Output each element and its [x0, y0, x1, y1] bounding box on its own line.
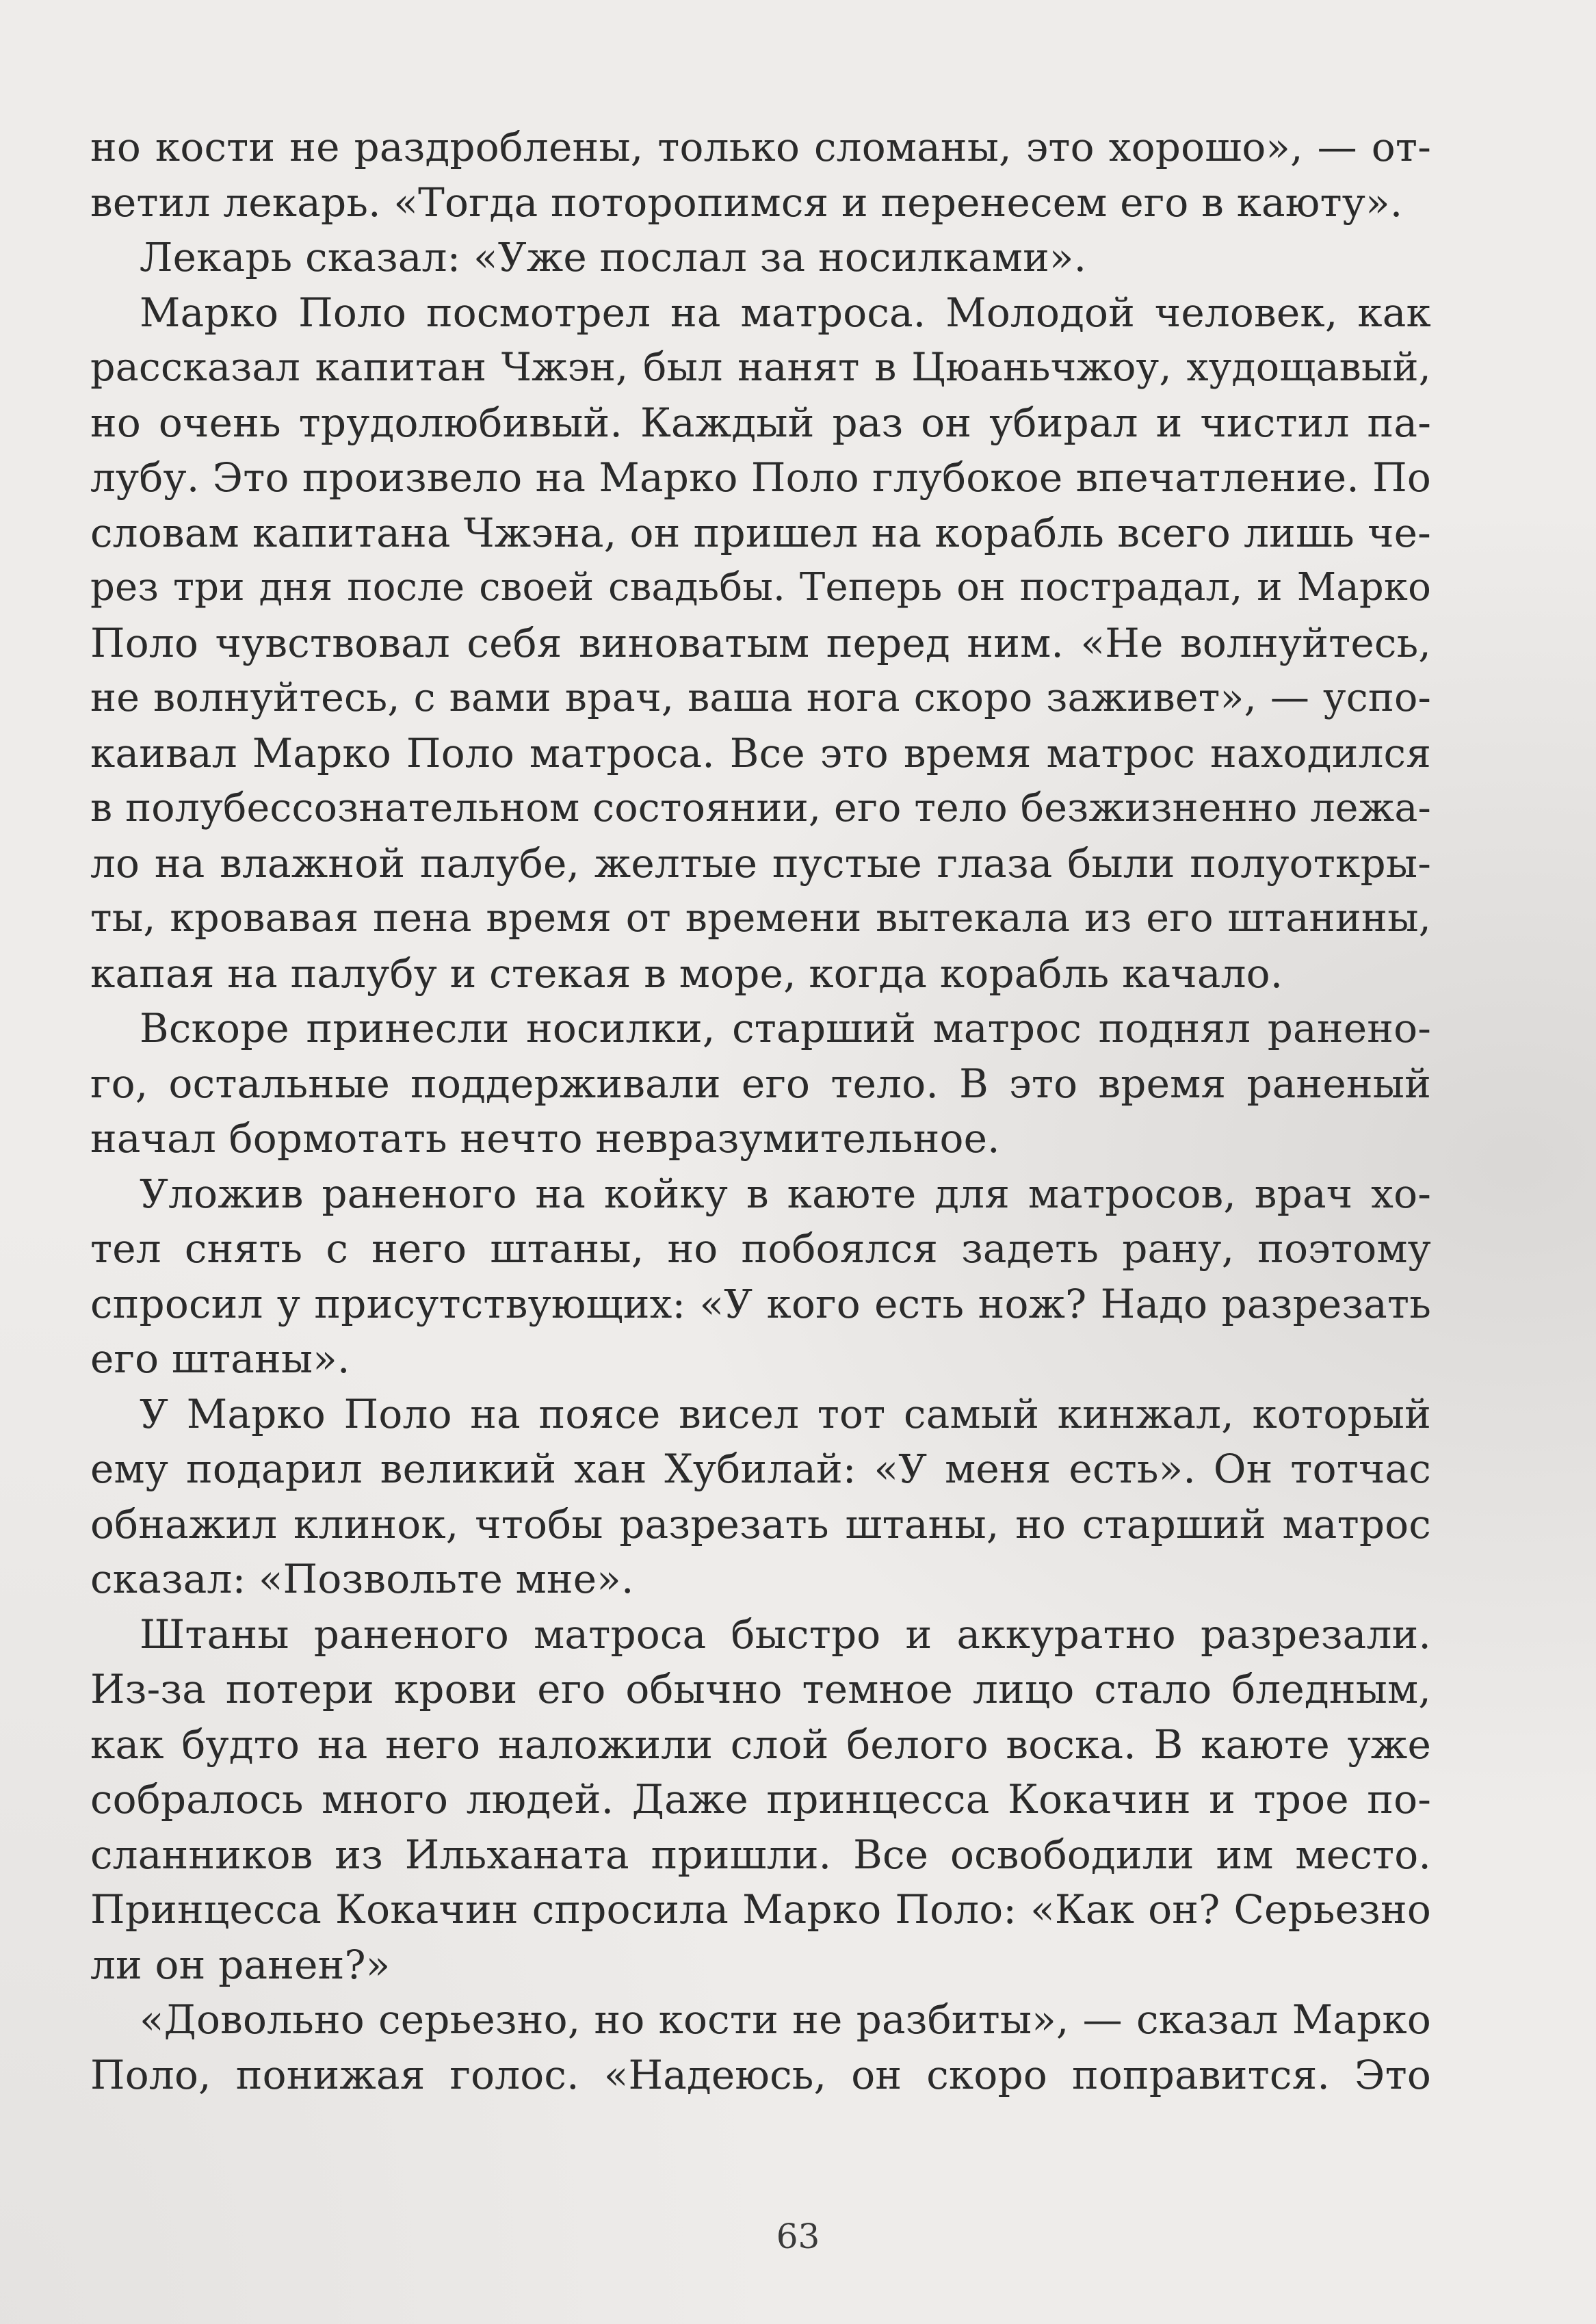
text-line: Штаны раненого матроса быстро и аккуратно разрезали. — [140, 1610, 1431, 1658]
page-number: 63 — [776, 2217, 820, 2256]
text-line: Марко Поло посмотрел на матроса. Молодой человек, как — [140, 289, 1431, 336]
text-line: Поло чувствовал себя виноватым перед ним. «Не волнуйтесь, — [90, 619, 1431, 666]
text-line: тел снять с него штаны, но побоялся задеть рану, поэтому — [90, 1225, 1431, 1272]
text-line: ли он ранен?» — [90, 1941, 391, 1988]
text-line: рассказал капитан Чжэн, был нанят в Цюаньчжоу, худощавый, — [90, 345, 1431, 390]
text-line: ло на влажной палубе, желтые пустые глаза были полуоткры- — [90, 839, 1431, 887]
text-line: его штаны». — [90, 1335, 350, 1382]
text-line: Из-за потери крови его обычно темное лицо стало бледным, — [90, 1666, 1431, 1712]
body-text — [90, 120, 1431, 2102]
text-line: Уложив раненого на койку в каюте для матросов, врач хо- — [140, 1170, 1431, 1217]
text-line: ты, кровавая пена время от времени вытекала из его штанины, — [90, 896, 1431, 941]
text-line: собралось много людей. Даже принцесса Кокачин и трое по- — [90, 1776, 1431, 1823]
text-line: но кости не раздроблены, только сломаны, это хорошо», — от- — [90, 124, 1431, 170]
text-line: ему подарил великий хан Хубилай: «У меня есть». Он тотчас — [90, 1446, 1431, 1492]
text-line: го, остальные поддерживали его тело. В это время раненый — [90, 1060, 1431, 1107]
text-line: Вскоре принесли носилки, старший матрос поднял ранено- — [140, 1005, 1431, 1052]
text-line: спросил у присутствующих: «У кого есть нож? Надо разрезать — [90, 1280, 1431, 1327]
text-line: капая на палубу и стекая в море, когда корабль качало. — [90, 950, 1283, 997]
text-line: У Марко Поло на поясе висел тот самый кинжал, который — [140, 1390, 1431, 1437]
text-line: Поло, понижая голос. «Надеюсь, он скоро поправится. Это — [90, 2051, 1431, 2098]
text-line: каивал Марко Поло матроса. Все это время матрос находился — [90, 729, 1431, 776]
text-line: сказал: «Позвольте мне». — [90, 1556, 634, 1602]
text-line: лубу. Это произвело на Марко Поло глубокое впечатление. По — [90, 454, 1431, 501]
text-line: Лекарь сказал: «Уже послал за носилками». — [140, 234, 1087, 280]
text-line: сланников из Ильханата пришли. Все освободили им место. — [90, 1831, 1431, 1878]
text-line: как будто на него наложили слой белого воска. В каюте уже — [90, 1721, 1431, 1768]
text-line: но очень трудолюбивый. Каждый раз он убирал и чистил па- — [90, 399, 1431, 446]
text-line: словам капитана Чжэна, он пришел на корабль всего лишь че- — [90, 509, 1431, 556]
text-line: обнажил клинок, чтобы разрезать штаны, но старший матрос — [90, 1500, 1431, 1548]
text-line: ветил лекарь. «Тогда поторопимся и перенесем его в каюту». — [90, 179, 1403, 226]
text-line: не волнуйтесь, с вами врач, ваша нога скоро заживет», — успо- — [90, 675, 1431, 720]
text-line: «Довольно серьезно, но кости не разбиты», — сказал Марко — [140, 1996, 1431, 2043]
text-line: Принцесса Кокачин спросила Марко Поло: «Как он? Серьезно — [90, 1886, 1431, 1933]
text-line: в полубессознательном состоянии, его тело безжизненно лежа- — [90, 785, 1431, 831]
text-line: начал бормотать нечто невразумительное. — [90, 1115, 1000, 1162]
text-line: рез три дня после своей свадьбы. Теперь он пострадал, и Марко — [90, 565, 1431, 610]
